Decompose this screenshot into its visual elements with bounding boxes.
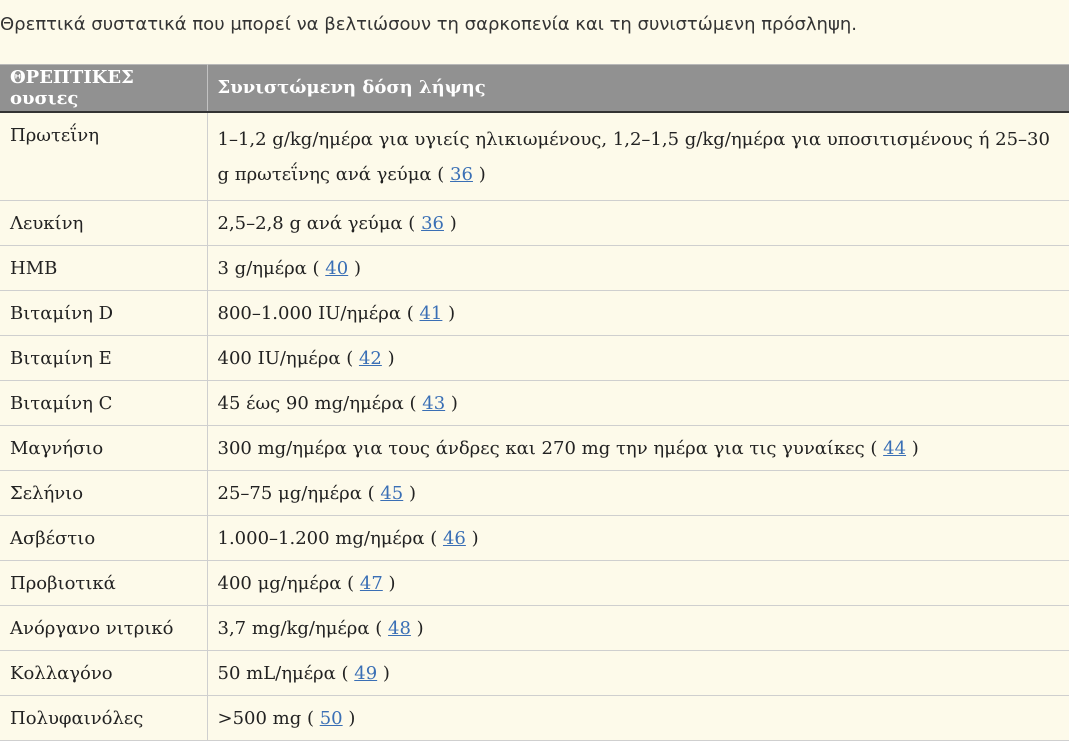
closing-paren: ) (388, 572, 396, 594)
reference-link[interactable]: 46 (442, 527, 466, 549)
table-body (0, 112, 1069, 741)
closing-paren: ) (478, 163, 486, 185)
substance-cell: HMB (0, 245, 207, 290)
dose-text: 25–75 μg/ημέρα ( (217, 482, 375, 504)
closing-paren: ) (450, 392, 458, 414)
reference-link[interactable]: 50 (319, 707, 343, 729)
closing-paren: ) (353, 257, 361, 279)
reference-link[interactable]: 44 (883, 437, 907, 459)
substance-cell: Ασβέστιο (0, 515, 207, 560)
dose-text: 3 g/ημέρα ( (217, 257, 320, 279)
substance-cell: Βιταμίνη C (0, 380, 207, 425)
reference-link[interactable]: 45 (380, 482, 404, 504)
dose-text: 400 μg/ημέρα ( (217, 572, 355, 594)
table-row (0, 515, 1069, 560)
table-row (0, 290, 1069, 335)
dose-text: >500 mg ( (217, 707, 314, 729)
table-row (0, 650, 1069, 695)
dose-cell (207, 290, 1069, 335)
substance-cell: Προβιοτικά (0, 560, 207, 605)
table-row (0, 695, 1069, 740)
closing-paren: ) (382, 662, 390, 684)
dose-cell (207, 380, 1069, 425)
dose-text: 50 mL/ημέρα ( (217, 662, 349, 684)
reference-link[interactable]: 47 (359, 572, 383, 594)
dose-cell (207, 335, 1069, 380)
table-header (0, 65, 1069, 112)
header-row (0, 65, 1069, 112)
substance-cell: Πρωτεΐνη (0, 112, 207, 201)
reference-link[interactable]: 41 (419, 302, 443, 324)
dose-cell (207, 245, 1069, 290)
table-row (0, 380, 1069, 425)
closing-paren: ) (416, 617, 424, 639)
closing-paren: ) (911, 437, 919, 459)
dose-text: 800–1.000 IU/ημέρα ( (217, 302, 414, 324)
table-row (0, 112, 1069, 201)
closing-paren: ) (471, 527, 479, 549)
reference-link[interactable]: 42 (358, 347, 382, 369)
dose-text: 1–1,2 g/kg/ημέρα για υγιείς ηλικιωμένους, 1,2–1,5 g/kg/ημέρα για υποσιτισμένους ή 25–30 g πρωτεΐνης ανά γεύμα ( (217, 128, 1050, 185)
table-row (0, 245, 1069, 290)
dose-cell (207, 650, 1069, 695)
dose-text: 1.000–1.200 mg/ημέρα ( (217, 527, 438, 549)
table-row (0, 560, 1069, 605)
dose-cell (207, 425, 1069, 470)
dose-cell (207, 200, 1069, 245)
dose-cell (207, 515, 1069, 560)
substance-cell: Κολλαγόνο (0, 650, 207, 695)
header-substance: ΘΡΕΠΤΙΚΕΣ ουσιες (0, 65, 207, 112)
dose-text: 3,7 mg/kg/ημέρα ( (217, 617, 383, 639)
table-row (0, 605, 1069, 650)
reference-link[interactable]: 48 (388, 617, 411, 639)
table-row (0, 425, 1069, 470)
reference-link[interactable]: 40 (325, 257, 349, 279)
dose-text: 45 έως 90 mg/ημέρα ( (217, 392, 417, 414)
dose-cell (207, 470, 1069, 515)
table-row (0, 470, 1069, 515)
reference-link[interactable]: 36 (421, 212, 444, 234)
substance-cell: Μαγνήσιο (0, 425, 207, 470)
substance-cell: Βιταμίνη D (0, 290, 207, 335)
closing-paren: ) (449, 212, 457, 234)
dose-cell (207, 695, 1069, 740)
substance-cell: Σελήνιο (0, 470, 207, 515)
dose-text: 400 IU/ημέρα ( (217, 347, 354, 369)
nutrients-table (0, 64, 1069, 741)
reference-link[interactable]: 49 (354, 662, 378, 684)
closing-paren: ) (408, 482, 417, 504)
dose-text: 300 mg/ημέρα για τους άνδρες και 270 mg την ημέρα για τις γυναίκες ( (217, 437, 878, 459)
closing-paren: ) (348, 707, 356, 729)
table-row (0, 200, 1069, 245)
table-row (0, 335, 1069, 380)
table-caption: Θρεπτικά συστατικά που μπορεί να βελτιώσουν τη σαρκοπενία και τη συνιστώμενη πρόσληψη. (0, 14, 857, 35)
dose-cell (207, 605, 1069, 650)
substance-cell: Πολυφαινόλες (0, 695, 207, 740)
dose-text: 2,5–2,8 g ανά γεύμα ( (217, 212, 416, 234)
dose-cell (207, 112, 1069, 201)
closing-paren: ) (387, 347, 395, 369)
substance-cell: Ανόργανο νιτρικό (0, 605, 207, 650)
header-dose: Συνιστώμενη δόση λήψης (207, 65, 1069, 112)
substance-cell: Λευκίνη (0, 200, 207, 245)
closing-paren: ) (448, 302, 456, 324)
reference-link[interactable]: 43 (422, 392, 446, 414)
dose-cell (207, 560, 1069, 605)
reference-link[interactable]: 36 (450, 163, 473, 185)
substance-cell: Βιταμίνη Ε (0, 335, 207, 380)
